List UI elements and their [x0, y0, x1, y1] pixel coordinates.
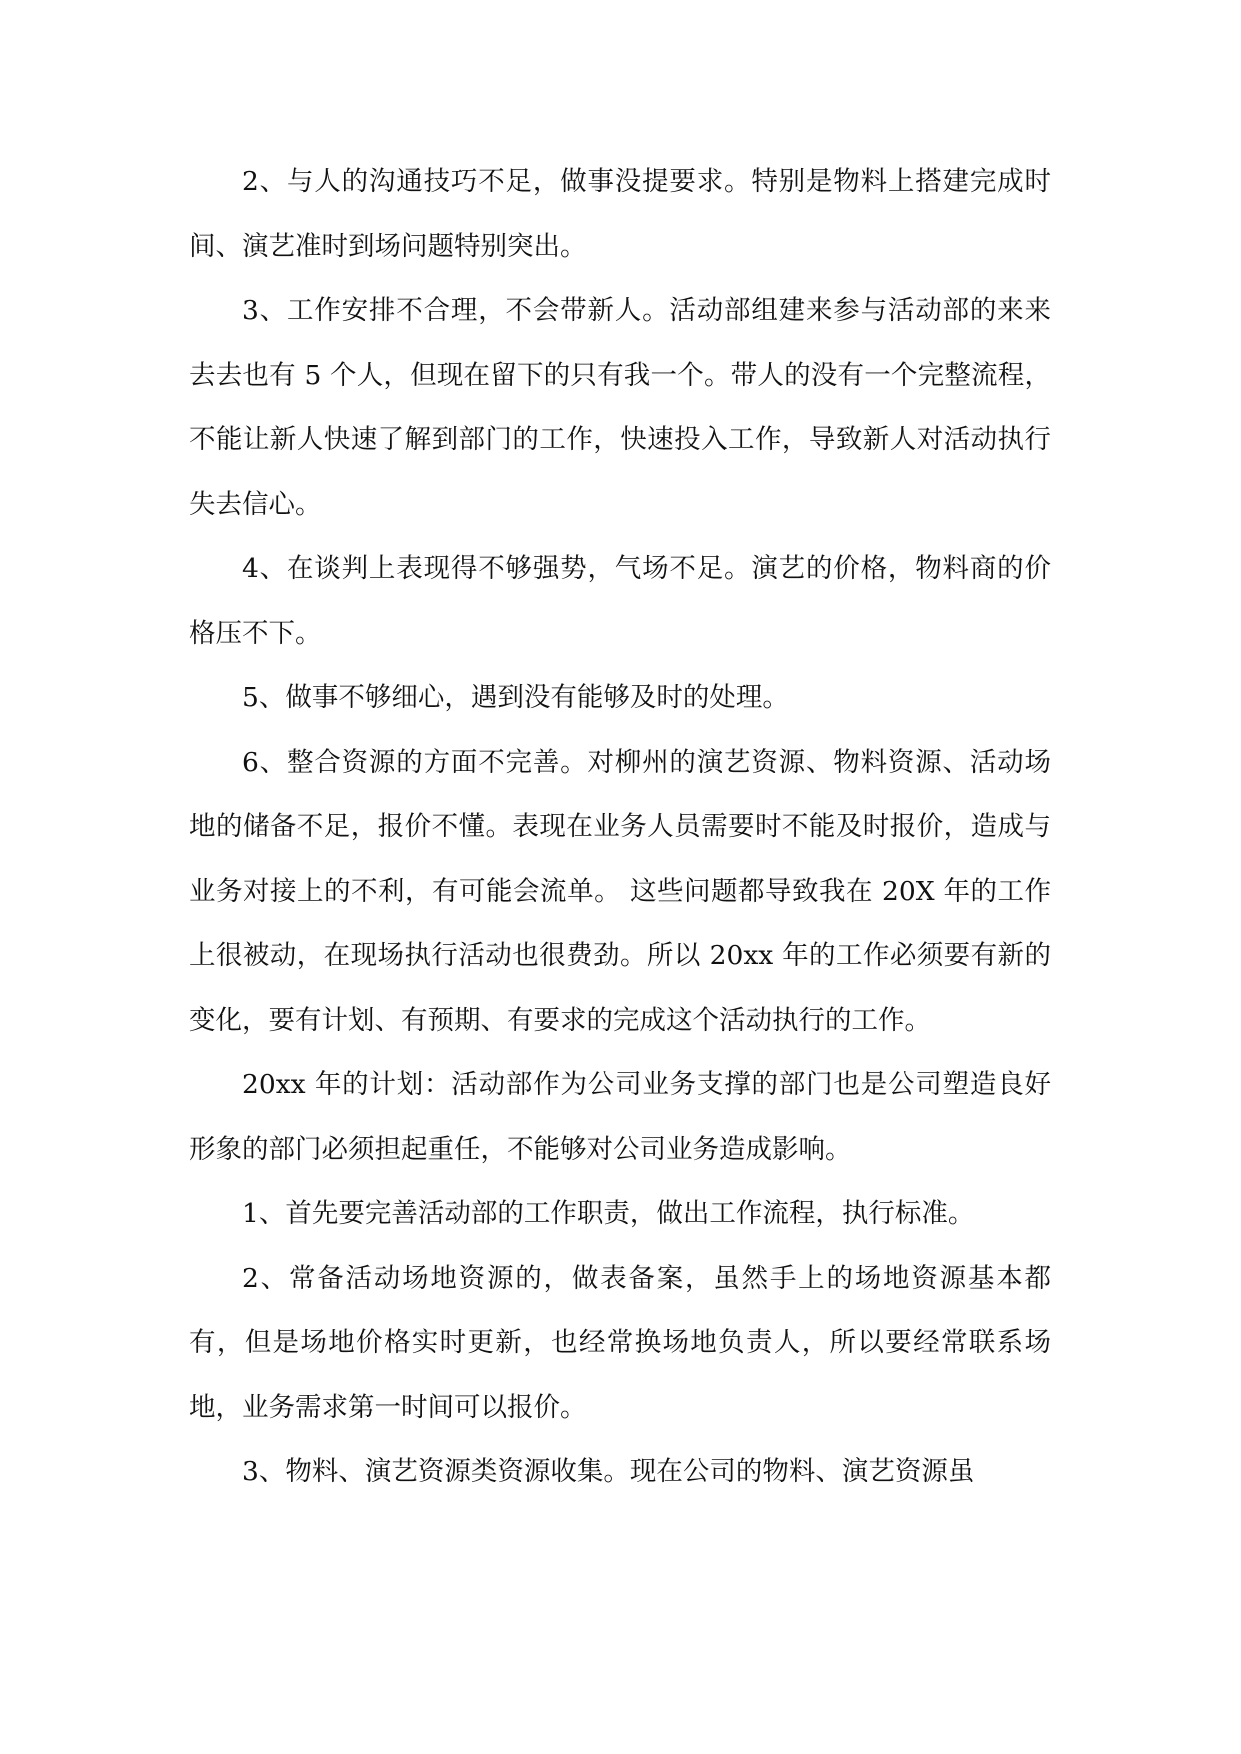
- document-body: [189, 150, 1051, 1505]
- paragraph-work-arrangement: 3、工作安排不合理，不会带新人。活动部组建来参与活动部的来来去去也有 5 个人，但现在留下的只有我一个。带人的没有一个完整流程，不能让新人快速了解到部门的工作，快速投入工作，导致新人对活动执行失去信心。: [189, 295, 1051, 520]
- paragraph-plan-intro: 20xx 年的计划：活动部作为公司业务支撑的部门也是公司塑造良好形象的部门必须担起重任，不能够对公司业务造成影响。: [189, 1069, 1051, 1165]
- paragraph-carefulness: 5、做事不够细心，遇到没有能够及时的处理。: [242, 682, 789, 713]
- paragraph-plan-item-2: 2、常备活动场地资源的，做表备案，虽然手上的场地资源基本都有，但是场地价格实时更新，也经常换场地负责人，所以要经常联系场地，业务需求第一时间可以报价。: [189, 1262, 1051, 1423]
- paragraph-plan-item-3: 3、物料、演艺资源类资源收集。现在公司的物料、演艺资源虽: [242, 1456, 975, 1487]
- paragraph-negotiation: 4、在谈判上表现得不够强势，气场不足。演艺的价格，物料商的价格压不下。: [189, 553, 1051, 649]
- paragraph-resources: 6、整合资源的方面不完善。对柳州的演艺资源、物料资源、活动场地的储备不足，报价不懂。表现在业务人员需要时不能及时报价，造成与业务对接上的不利，有可能会流单。 这些问题都导致我在 20X 年的工作上很被动，在现场执行活动也很费劲。所以 20xx 年的工作必须要有新的变化，要有计划、有预期、有要求的完成这个活动执行的工作。: [189, 746, 1051, 1036]
- paragraph-communication: 2、与人的沟通技巧不足，做事没提要求。特别是物料上搭建完成时间、演艺准时到场问题特别突出。: [189, 166, 1051, 262]
- paragraph-plan-item-1: 1、首先要完善活动部的工作职责，做出工作流程，执行标准。: [242, 1198, 975, 1229]
